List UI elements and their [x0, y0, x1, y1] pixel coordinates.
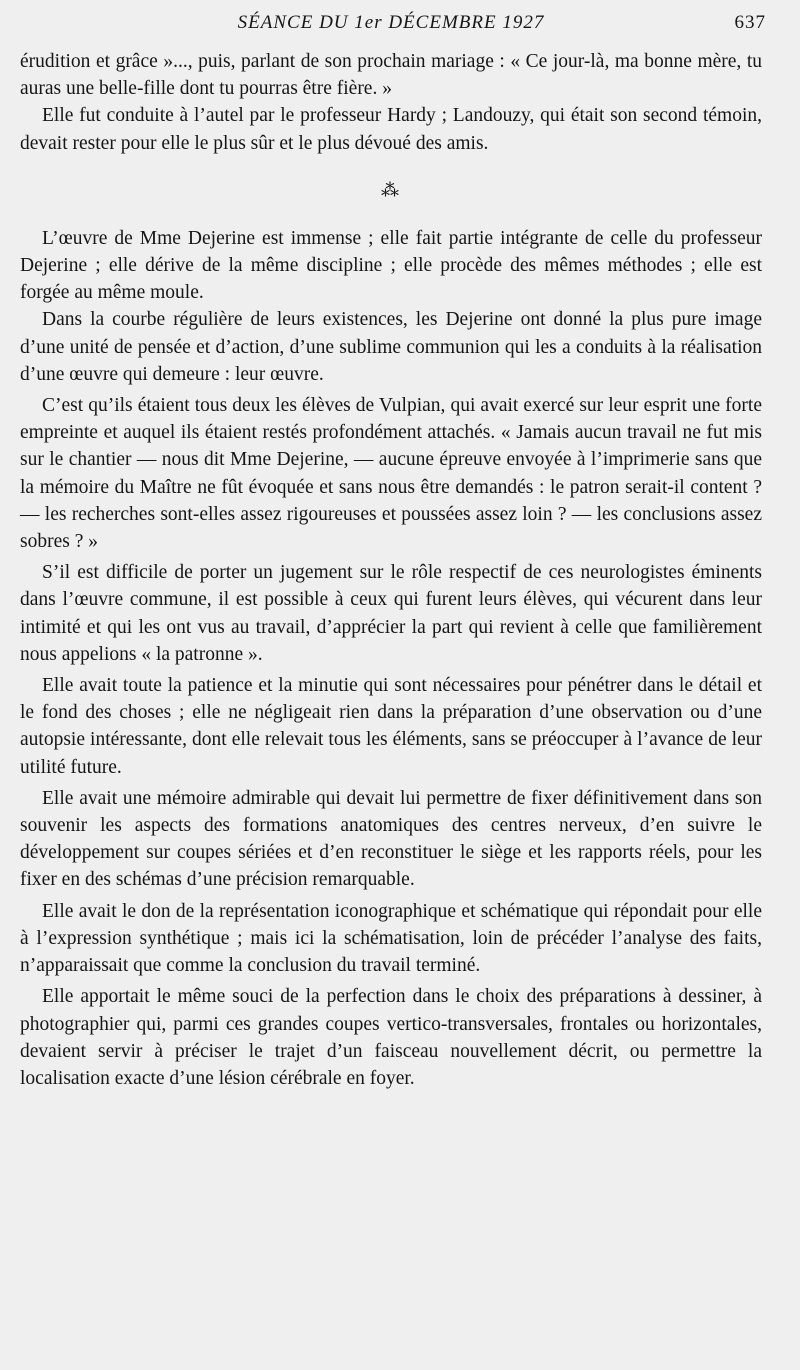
paragraph: Elle avait une mémoire admirable qui devait lui permettre de fixer définitivement dans son souvenir les aspects des formations anatomiques des centres nerveux, d’en suivre le développement sur coupes sériées et d’en reconstituer le siège et les rapports réels, pour les fixer en des schémas d’une précision remarquable.	[20, 787, 762, 891]
body-text	[20, 48, 762, 1092]
paragraph: L’œuvre de Mme Dejerine est immense ; elle fait partie intégrante de celle du professeur Dejerine ; elle dérive de la même discipline ; elle procède des mêmes méthodes ; elle est forgée au même moule.	[20, 227, 762, 304]
paragraph: S’il est difficile de porter un jugement sur le rôle respectif de ces neurologistes éminents dans l’œuvre commune, il est possible à ceux qui furent leurs élèves, qui vécurent dans leur intimité et qui les ont vus au travail, d’apprécier la part qui revient à celle que familièrement nous appelions « la patronne ».	[20, 562, 762, 665]
running-title: SÉANCE DU 1er DÉCEMBRE 1927	[237, 12, 545, 33]
asterism-divider	[20, 157, 762, 225]
running-header	[20, 12, 766, 48]
paragraph: Elle apportait le même souci de la perfection dans le choix des préparations à dessiner, à photographier qui, parmi ces grandes coupes vertico-transversales, frontales ou horizontales, devaient servir à préciser le trajet d’un faisceau nouvellement décrit, ou permettre la localisation exacte d’une lésion cérébrale en foyer.	[20, 986, 762, 1089]
paragraph: C’est qu’ils étaient tous deux les élèves de Vulpian, qui avait exercé sur leur esprit une forte empreinte et auquel ils étaient restés profondément attachés. « Jamais aucun travail ne fut mis sur le chantier — nous dit Mme Dejerine, — aucune épreuve envoyée à l’imprimerie sans que la mémoire du Maître ne fût évoquée et sans nous être demandés : le patron serait-il content ? — les recherches sont-elles assez rigoureuses et poussées assez loin ? — les conclusions assez sobres ? »	[20, 395, 762, 553]
paragraph: Dans la courbe régulière de leurs existences, les Dejerine ont donné la plus pure image d’une unité de pensée et d’action, d’une sublime communion qui les a conduits à la réalisation d’une œuvre qui demeure : leur œuvre.	[20, 309, 762, 385]
page-number: 637	[734, 12, 766, 33]
paragraph: Elle fut conduite à l’autel par le professeur Hardy ; Landouzy, qui était son second témoin, devait rester pour elle le plus sûr et le plus dévoué des amis.	[20, 105, 762, 154]
asterism-ornament: ⁂	[381, 180, 401, 201]
paragraph: Elle avait le don de la représentation iconographique et schématique qui répondait pour elle à l’expression synthétique ; mais ici la schématisation, loin de précéder l’analyse des faits, n’apparaissait que comme la conclusion du travail terminé.	[20, 900, 762, 977]
paragraph: Elle avait toute la patience et la minutie qui sont nécessaires pour pénétrer dans le détail et le fond des choses ; elle ne négligeait rien dans la préparation d’une observation ou d’une autopsie intéressante, dont elle relevait tous les éléments, sans se préoccuper à l’avance de leur utilité future.	[20, 675, 762, 778]
paragraph: érudition et grâce »..., puis, parlant de son prochain mariage : « Ce jour-là, ma bonne mère, tu auras une belle-fille dont tu pourras être fière. »	[20, 51, 762, 100]
